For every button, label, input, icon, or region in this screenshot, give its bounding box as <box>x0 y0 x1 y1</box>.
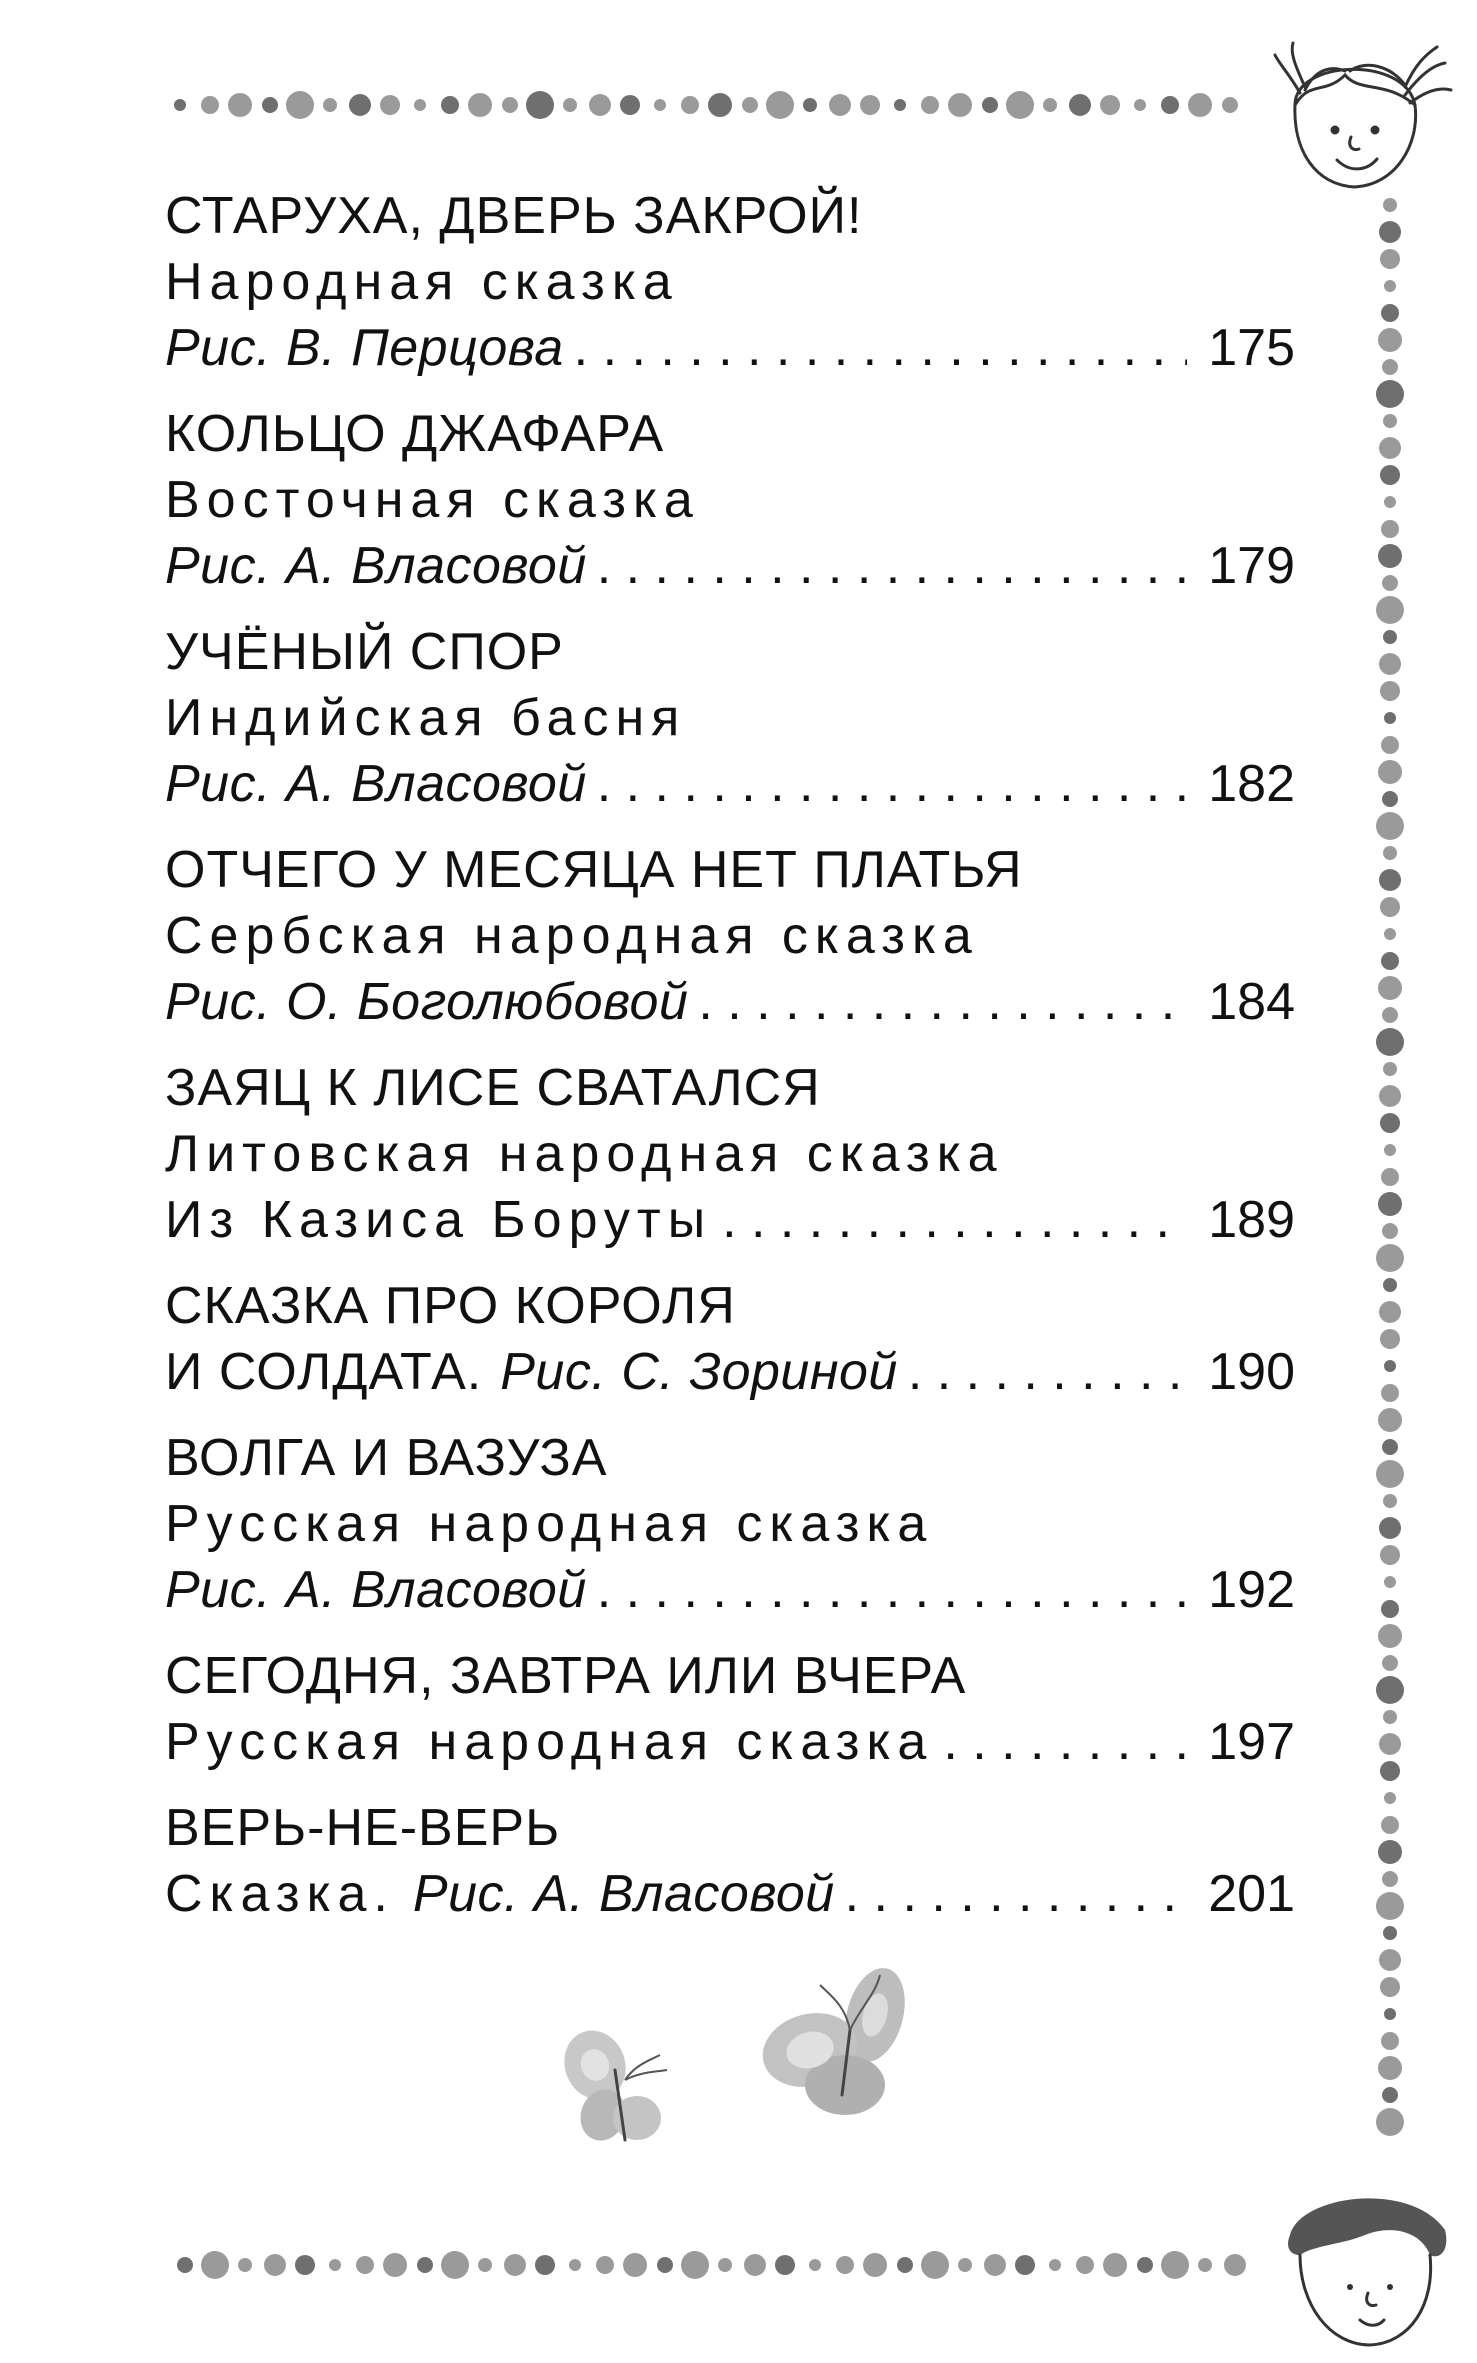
border-dot <box>1378 328 1402 352</box>
border-dot <box>1383 1062 1397 1076</box>
border-dot <box>1378 1840 1402 1864</box>
border-dot <box>1381 1816 1399 1834</box>
border-dot <box>1379 437 1401 459</box>
toc-entry[interactable] <box>165 1055 1295 1253</box>
border-dot <box>1380 681 1400 701</box>
border-dot <box>1380 1113 1400 1133</box>
border-dot <box>1376 1460 1404 1488</box>
toc-entry[interactable] <box>165 1795 1295 1927</box>
page-number: 192 <box>1208 1561 1295 1619</box>
border-dot <box>1378 1192 1402 1216</box>
border-dot <box>1378 976 1402 1000</box>
border-dot <box>1376 1676 1404 1704</box>
page-number: 175 <box>1208 319 1295 377</box>
border-dot <box>1382 575 1398 591</box>
border-dot <box>1378 2056 1402 2080</box>
border-dot <box>1381 1600 1399 1618</box>
border-dot <box>1379 221 1401 243</box>
illustrator-credit: Рис. С. Зориной <box>500 1343 898 1401</box>
illustrator-credit: Рис. А. Власовой <box>412 1865 835 1923</box>
border-dot <box>1376 1028 1404 1056</box>
border-dot <box>1381 520 1399 538</box>
border-dot <box>1384 2008 1396 2020</box>
border-dot <box>1383 630 1397 644</box>
border-dot <box>1376 1892 1404 1920</box>
border-dot <box>1380 1329 1400 1349</box>
border-dot <box>1378 544 1402 568</box>
dot-leader <box>574 315 1187 381</box>
border-dot <box>1384 928 1396 940</box>
story-subtitle: Русская народная сказка <box>165 1713 934 1771</box>
border-dot <box>1381 736 1399 754</box>
dot-leader <box>597 533 1187 599</box>
border-dot <box>1378 1624 1402 1648</box>
border-dot <box>1382 791 1398 807</box>
border-dot <box>1382 2087 1398 2103</box>
border-dot <box>1381 304 1399 322</box>
border-dot <box>1379 869 1401 891</box>
story-title: ЗАЯЦ К ЛИСЕ СВАТАЛСЯ <box>165 1059 821 1117</box>
toc-entry[interactable] <box>165 1425 1295 1623</box>
illustrator-credit: Рис. А. Власовой <box>165 755 587 813</box>
dot-leader <box>698 969 1187 1035</box>
border-dot <box>1381 2032 1399 2050</box>
toc-entry[interactable] <box>165 619 1295 817</box>
boy-face-icon <box>1270 2175 1460 2355</box>
illustrator-credit: Рис. О. Боголюбовой <box>165 973 689 1031</box>
girl-face-icon <box>1255 35 1455 200</box>
story-subtitle: Русская народная сказка <box>165 1495 934 1553</box>
border-dot <box>1379 1301 1401 1323</box>
butterfly-icon <box>555 2020 685 2160</box>
border-dot <box>1384 1792 1396 1804</box>
border-dot <box>1380 1977 1400 1997</box>
border-dot <box>1382 1871 1398 1887</box>
illustrator-credit: Рис. А. Власовой <box>165 1561 587 1619</box>
dot-leader <box>908 1339 1187 1405</box>
page-number: 189 <box>1208 1191 1295 1249</box>
border-dot <box>1383 198 1397 212</box>
story-subtitle: Сербская народная сказка <box>165 907 979 965</box>
butterfly-icon <box>750 1955 930 2135</box>
illustrator-credit: Рис. А. Власовой <box>165 537 587 595</box>
border-dot <box>1382 1655 1398 1671</box>
border-dot <box>1383 1278 1397 1292</box>
border-dot <box>1384 496 1396 508</box>
border-dot <box>1380 1761 1400 1781</box>
border-dot <box>1376 1244 1404 1272</box>
story-title: СКАЗКА ПРО КОРОЛЯ <box>165 1277 736 1335</box>
border-dot <box>1376 380 1404 408</box>
toc-entry[interactable] <box>165 1643 1295 1775</box>
border-dot <box>1384 1576 1396 1588</box>
border-dot <box>1380 1545 1400 1565</box>
border-dot <box>1383 1494 1397 1508</box>
source-credit: Из Казиса Боруты <box>165 1191 713 1249</box>
border-dot <box>1381 952 1399 970</box>
border-dot <box>1383 1710 1397 1724</box>
border-dot <box>1376 596 1404 624</box>
border-dot <box>1384 712 1396 724</box>
story-subtitle: Индийская басня <box>165 689 687 747</box>
dot-leader <box>943 1709 1187 1775</box>
page-number: 201 <box>1208 1865 1295 1923</box>
border-dot <box>1383 846 1397 860</box>
story-title-continued: И СОЛДАТА. <box>165 1343 483 1401</box>
story-title: ОТЧЕГО У МЕСЯЦА НЕТ ПЛАТЬЯ <box>165 841 1023 899</box>
story-title: УЧЁНЫЙ СПОР <box>165 623 564 681</box>
border-dot <box>1382 1007 1398 1023</box>
border-dot <box>1381 1384 1399 1402</box>
border-dot <box>1384 1360 1396 1372</box>
border-dot <box>1382 1223 1398 1239</box>
border-dot <box>1376 812 1404 840</box>
border-dot <box>1378 760 1402 784</box>
page-number: 197 <box>1208 1713 1295 1771</box>
border-dot <box>1382 1439 1398 1455</box>
border-dot <box>1379 1085 1401 1107</box>
story-title: КОЛЬЦО ДЖАФАРА <box>165 405 665 463</box>
story-subtitle: Народная сказка <box>165 253 679 311</box>
page-number: 190 <box>1208 1343 1295 1401</box>
story-subtitle: Литовская народная сказка <box>165 1125 1004 1183</box>
dot-leader <box>597 1557 1187 1623</box>
border-dot <box>1384 1144 1396 1156</box>
border-dot <box>1380 465 1400 485</box>
story-title: СЕГОДНЯ, ЗАВТРА ИЛИ ВЧЕРА <box>165 1647 967 1705</box>
border-dot <box>1378 1408 1402 1432</box>
page-number: 179 <box>1208 537 1295 595</box>
border-dot <box>1383 1926 1397 1940</box>
page-number: 182 <box>1208 755 1295 813</box>
dot-leader <box>845 1861 1187 1927</box>
toc-entry[interactable] <box>165 1273 1295 1405</box>
border-dot <box>1379 653 1401 675</box>
border-dot <box>1380 897 1400 917</box>
story-title: СТАРУХА, ДВЕРЬ ЗАКРОЙ! <box>165 187 863 245</box>
border-dot <box>1382 359 1398 375</box>
toc-entry[interactable] <box>165 183 1295 381</box>
border-dot <box>1384 280 1396 292</box>
border-dot <box>1376 2108 1404 2136</box>
page-number: 184 <box>1208 973 1295 1031</box>
illustrator-credit: Рис. В. Перцова <box>165 319 564 377</box>
border-dot <box>1379 1517 1401 1539</box>
toc-entry[interactable] <box>165 401 1295 599</box>
story-title: ВОЛГА И ВАЗУЗА <box>165 1429 608 1487</box>
border-dot <box>1379 1949 1401 1971</box>
story-title: ВЕРЬ-НЕ-ВЕРЬ <box>165 1799 561 1857</box>
dot-leader <box>597 751 1187 817</box>
story-subtitle: Сказка. <box>165 1865 395 1923</box>
table-of-contents <box>165 183 1295 1947</box>
toc-entry[interactable] <box>165 837 1295 1035</box>
story-subtitle: Восточная сказка <box>165 471 700 529</box>
dot-leader <box>722 1187 1187 1253</box>
border-dot <box>1383 414 1397 428</box>
border-dot <box>1379 1733 1401 1755</box>
border-dot <box>1381 1168 1399 1186</box>
border-dot <box>1380 249 1400 269</box>
